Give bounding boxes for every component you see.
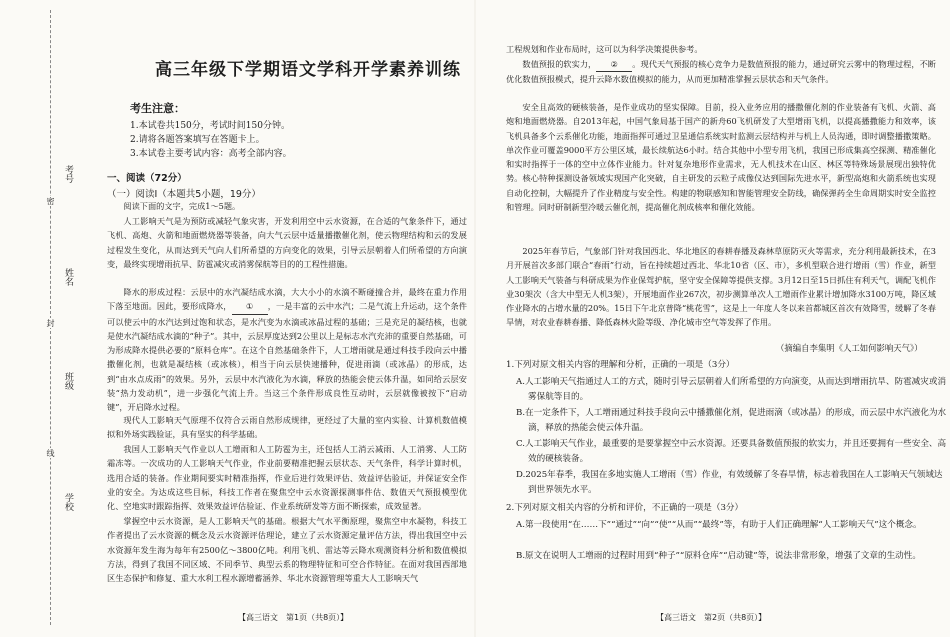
source-citation: （摘编自李集明《人工如何影响天气》） [776, 343, 923, 353]
page-footer: 【高三语文 第2页（共8页）】 [656, 613, 767, 622]
answer-blank-1: ① [232, 299, 268, 314]
passage-paragraph-3: 现代人工影响天气原理不仅符合云雨自然形成规律，更经过了大量的室内实验、计算机数值模拟和外场实践验证，具有坚实的科学基础。 [107, 415, 467, 440]
notice-title: 考生注意： [130, 102, 185, 115]
passage-paragraph-6: 数值预报的软实力， ② 。现代天气预报的核心竞争力是数值预报的能力，通过研究云雾中的物理过程，不断优化数值预报模式，提升云降水数值模拟的能力，从而更加精准掌握云层状态和天气条件。 [506, 59, 936, 85]
question-1-option-a: A.人工影响天气指通过人工的方式，随时引导云层朝着人们所希望的方向演变，从而达到增雨抗旱、防雹减灾或消雾保航等目的。 [516, 377, 947, 402]
passage-paragraph-8: 2025年春节后，气象部门针对我国西北、华北地区的春耕春播及森林草原防灭火等需求，充分利用最新技术，在3月开展首次多部门联合“春雨”行动，旨在持续超过西北、华北10省（区、市），多机型联合进行增雨（雪）作业，新型人工影响天气装备与科研成果为作业保驾护航，坚守安全保障等提供支撑。3月12日至15日抓住有利天气，调配飞机作业30架次（含大中型无人机3架），开展地面作业267次，初步测算单次人工增雨作业累计增加降水3100万吨，降区域作业降水的占增水量的20%。15日下午北京普降“桃花雪”，这是上一年度人冬以来首都城区首次有效降雪，缓解了冬春旱情，对农业春耕春播、降低森林火险等级、净化城市空气等发挥了作用。 [506, 246, 936, 328]
notice-item: 3.本试卷主要考试内容：高考全部内容。 [130, 149, 292, 159]
exam-number-label: 考号 [63, 165, 73, 183]
name-label: 姓名 [63, 268, 73, 286]
notice-list [130, 119, 292, 161]
notice-item: 2.请将各题答案填写在答题卡上。 [130, 135, 265, 145]
page-footer: 【高三语文 第1页（共8页）】 [238, 613, 349, 622]
seal-char-xian: 线 [46, 449, 55, 457]
passage-paragraph-4: 我国人工影响天气作业以人工增雨和人工防雹为主，还包括人工消云减雨、人工消雾、人工防霜冻等。一次成功的人工影响天气作业，作业前要精准把握云层状态、天气条件，科学计算时机，选用合适的装备。作业期间要实时精准指挥，作业后进行效果评估、效益评估验证，并保证安全作业的安全。为达成这些目标，科技工作者在聚焦空中云水资源探测事件估、数值天气预报模型优化、空地实时跟踪指挥、效果效益评估验证、作业系统研发等方面不断探索，成效显著。 [107, 444, 467, 512]
section-title: 一、阅读（72分） [107, 173, 187, 184]
passage-continuation: 工程规划和作业布局时，这可以为科学决策提供参考。 [506, 44, 703, 54]
question-1: 1.下列对原文相关内容的理解和分析，正确的一项是（3分） [506, 360, 735, 370]
passage-paragraph-1: 人工影响天气是为预防或减轻气象灾害，开发利用空中云水资源，在合适的气象条件下，通过飞机、高炮、火箭和地面燃烧器等装备，向大气云层中适量播撒催化剂，使云物理结构和云的发展过程发生变化，从而达到天气向人们所希望的方向变化的效果，引导云层朝着人们所希望的方向演变，最终实现增雨抗旱、防雹减灾或消雾保航等目的的工程性措施。 [107, 216, 467, 269]
passage-paragraph-5: 掌握空中云水资源，是人工影响天气的基础。根据大气水平衡原理，聚焦空中水凝物，科技工作者提出了云水资源的概念及云水资源评估理论，建立了云水资源定量评估方法，得出我国空中云水资源年发生海为每年有2500亿～3800亿吨。利用飞机、雷达等云降水观测资料分析和数值模拟方法，得到了我国不同区域、不同季节、典型云系的物理特征和可空合作特征。在面对我国西部地区生态保护和修复、重大水利工程水源增蓄涵养、华北水资源管理等重大人工影响天气 [107, 516, 467, 584]
page-title: 高三年级下学期语文学科开学素养训练 [155, 60, 461, 80]
question-2-option-a: A.第一段使用“在……下”“通过”“向”“使”“从而”“最终”等，有助于人们正确理解“人工影响天气”这个概念。 [516, 520, 922, 530]
passage-paragraph-2: 降水的形成过程：云层中的水汽凝结成水滴，大大小小的水滴不断碰撞合并，最终在重力作用下落至地面。因此，要形成降水， ① ，一是丰富的云中水汽；二是气流上升运动，这个条件可以使云中的水汽达到过饱和状态，是水汽变为水滴或冰晶过程的基础；三是充足的凝结核，也就是使水汽凝结成水滴的“种子”。其中，云层厚度达到2公里以上是标志水汽充沛的重要自然基础，可为形成降水提供必要的“原料仓库”。在这个自然基础条件下，人工增雨就是通过科技手段向云中播撒催化剂，也就是凝结核（或冰核），相当于向云层快速播种，促进雨滴（或冰晶）的形成，达到“由水点成雨”的效果。另外，云层中水汽液化为水滴，释放的热能会使云体升温，如同给云层安装“热力发动机”，进一步强化气流上升。当这三个条件形成良性互动时，云层就像被按下“启动键”，开启降水过程。 [107, 287, 467, 413]
seal-char-mi: 密 [46, 197, 55, 205]
answer-blank-2: ② [596, 57, 632, 72]
subsection-title: （一）阅读Ⅰ（本题共5小题，19分） [107, 189, 261, 200]
question-2-option-b: B.原文在说明人工增雨的过程时用到“种子”“原料仓库”“启动键”等，说法非常形象，增强了文章的生动性。 [516, 551, 921, 561]
question-1-option-c: C.人工影响天气作业，最重要的是要掌握空中云水资源。还要具备数值预报的软实力，并且还要拥有一些安全、高效的硬核装备。 [516, 439, 947, 464]
question-1-option-b: B.在一定条件下，人工增雨通过科技手段向云中播撒催化剂，促进雨滴（或冰晶）的形成，而云层中水汽液化为水滴，释放的热能会使云体升温。 [516, 408, 947, 433]
binding-gutter [0, 0, 100, 637]
school-label: 学校 [63, 493, 73, 511]
seal-char-feng: 封 [46, 319, 55, 327]
notice-item: 1.本试卷共150分，考试时间150分钟。 [130, 121, 290, 131]
class-label: 班级 [63, 372, 73, 390]
page-one [0, 0, 474, 637]
question-2: 2.下列对原文相关内容的分析和评价，不正确的一项是（3分） [506, 503, 744, 513]
instruction-text: 阅读下面的文字，完成1～5题。 [123, 201, 241, 211]
question-1-option-d: D.2025年春季，我国在多地实施人工增雨（雪）作业，有效缓解了冬春旱情，标志着我国在人工影响天气领域达到世界领先水平。 [516, 470, 943, 495]
page-two [476, 0, 950, 637]
passage-paragraph-7: 安全且高效的硬核装备，是作业成功的坚实保障。目前，投入业务应用的播撒催化剂的作业装备有飞机、火箭、高炮和地面燃烧器。自2013年起，中国气象局基于国产的新舟60飞机研发了大型增雨飞机，以提高播撒能力和效率，该飞机具备多个云系催化功能，地面指挥可通过卫星通信系统实时监测云层结构并与机上人员沟通，即时调整播撒策略。单次作业可覆盖9000平方公里区域，最长续航达6小时。结合其他中小型专用飞机，我国已形成集高空探测、精准催化和实时指挥于一体的空中立体作业能力。针对复杂地形作业需求，无人机技术在山区、林区等特殊场景展现出独特优势。核心特种探测设备领域实现国产化突破，自主研发的云粒子成像仪达到国际先进水平，新型高炮和火箭系统也实现自动化控制，大幅提升了作业精度与安全性。构建的物联感知和智能管理安全防线，确保弹药全生命周期实时安全监控和管理。同时研制新型冷暖云催化剂，提高催化剂成核率和催化效能。 [506, 102, 936, 213]
